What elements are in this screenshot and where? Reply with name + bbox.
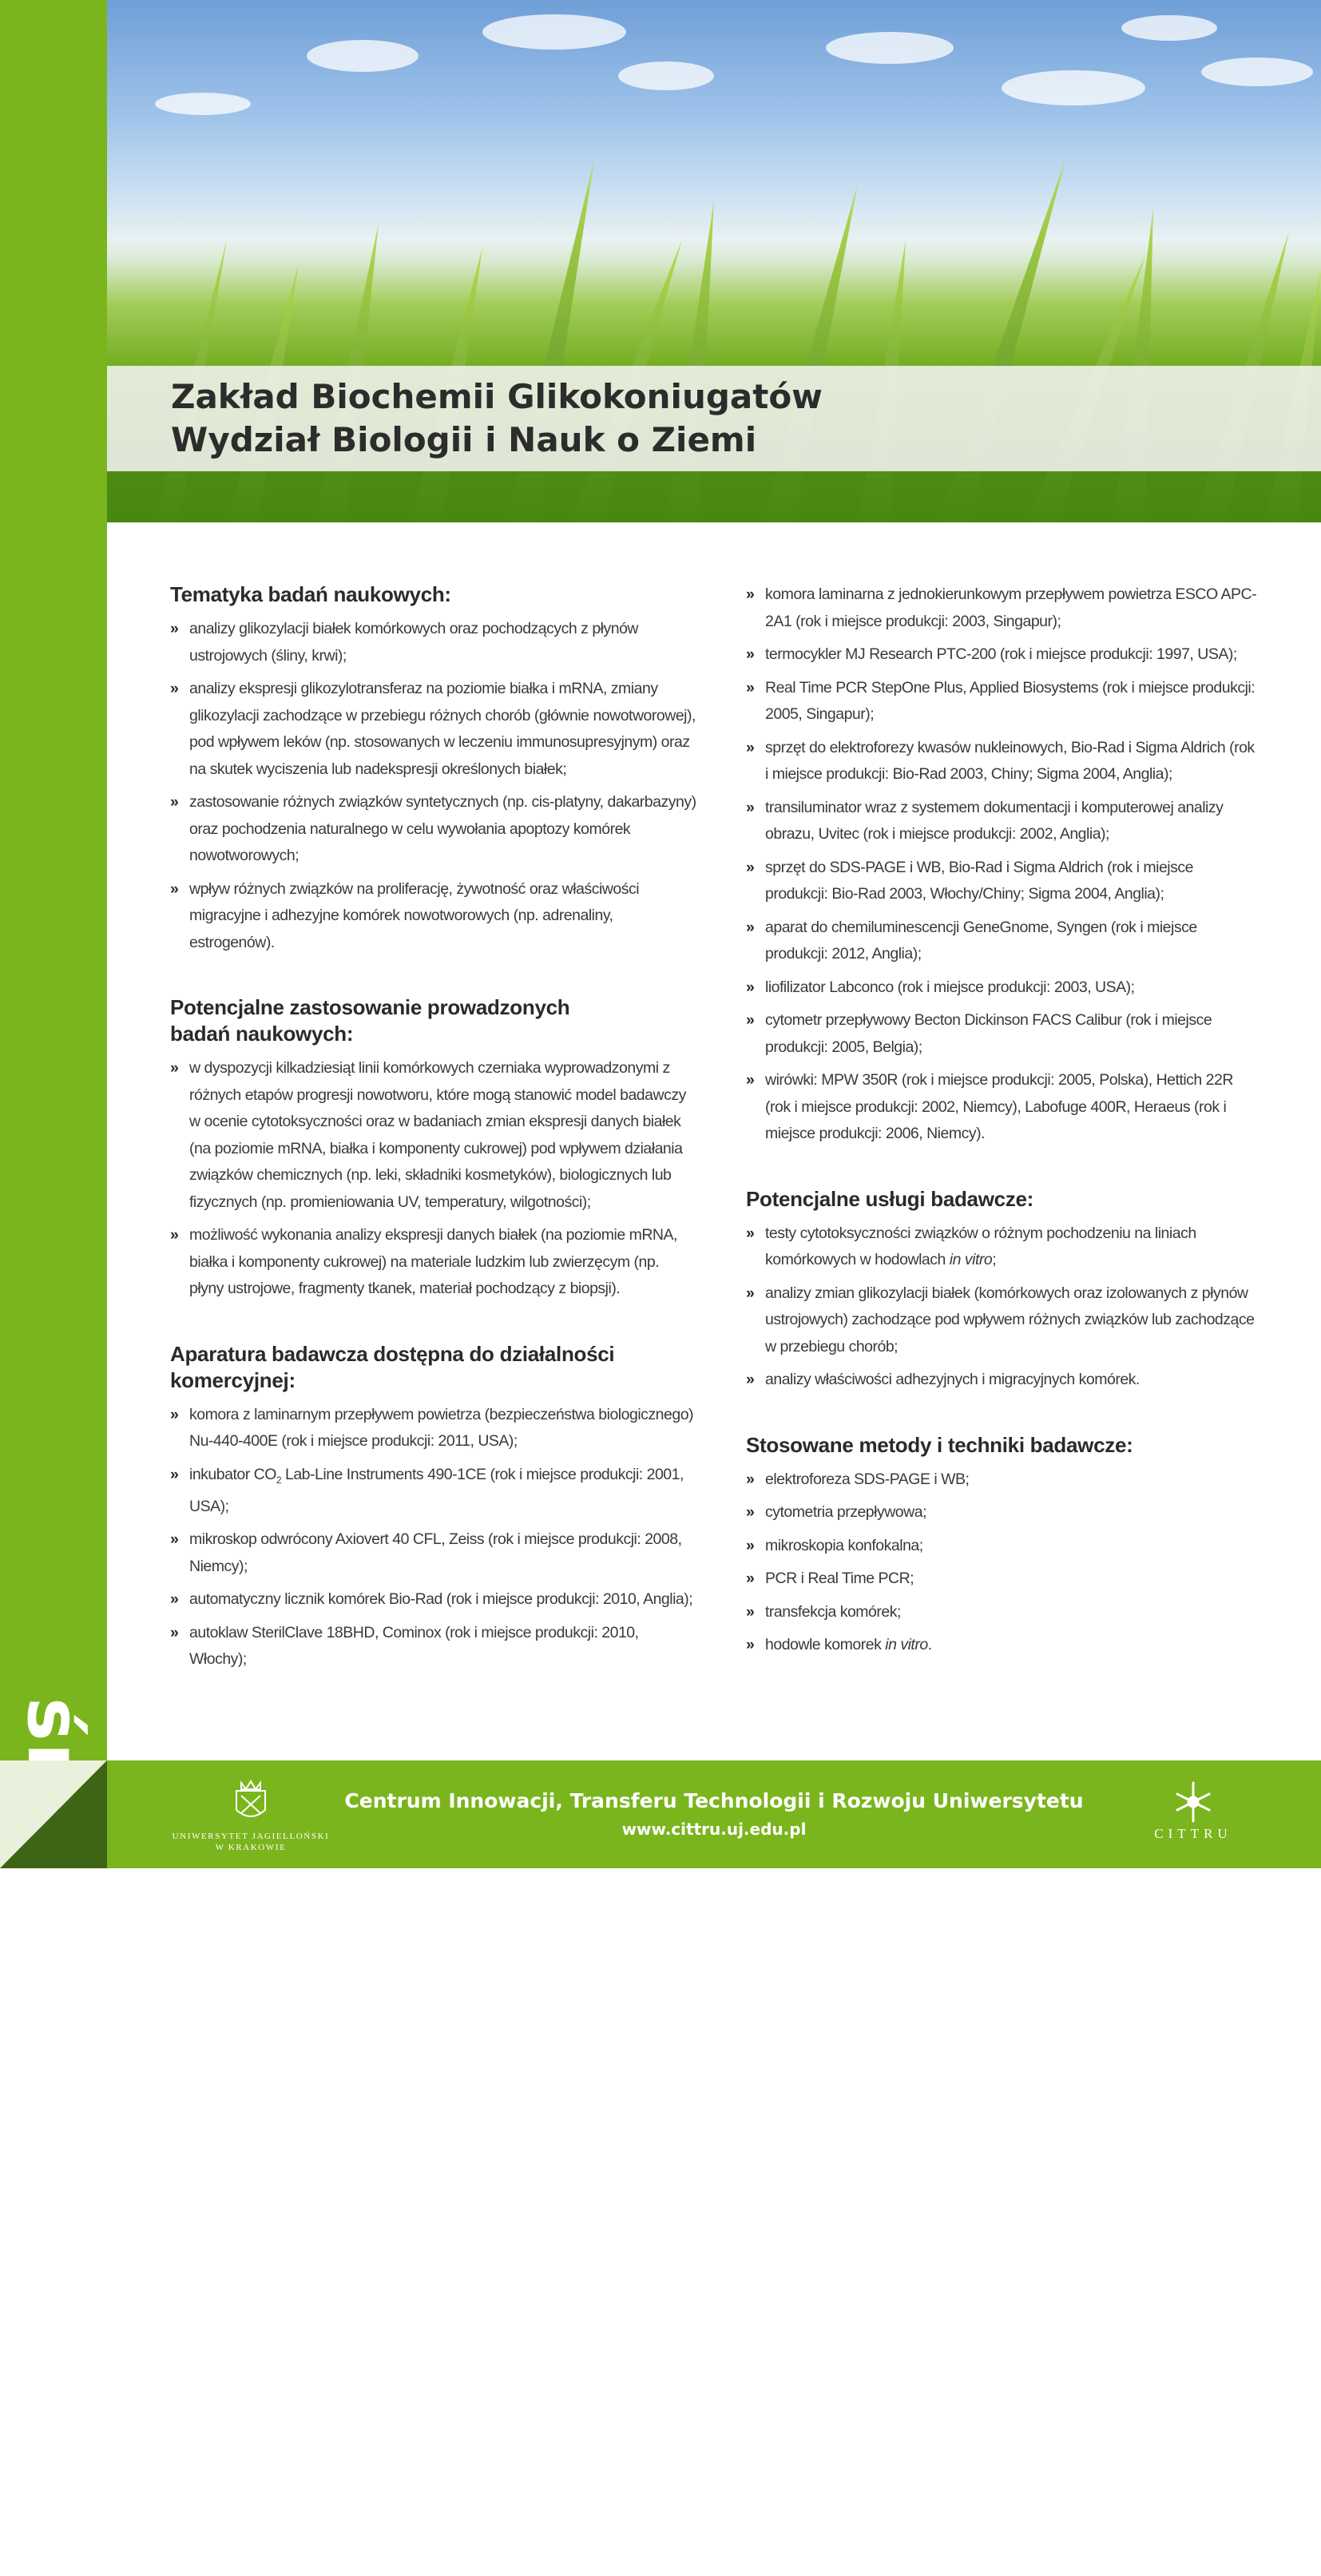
list-item: » komora z laminarnym przepływem powietrza (bezpieczeństwa biologicznego) Nu-440-400E (rok i miejsce produkcji: 2011, USA); (170, 1402, 697, 1455)
list-item: » mikroskop odwrócony Axiovert 40 CFL, Zeiss (rok i miejsce produkcji: 2008, Niemcy); (170, 1526, 697, 1580)
bullet-list (746, 1221, 1257, 1394)
list-item: » autoklaw SterilClave 18BHD, Cominox (rok i miejsce produkcji: 2010, Włochy); (170, 1620, 697, 1673)
uj-logo (171, 1772, 331, 1860)
list-item: » zastosowanie różnych związków syntetycznych (np. cis-platyny, dakarbazyny) oraz pochodzenia naturalnego w celu wywołania apoptozy komórek nowotworowych; (170, 789, 697, 870)
bullet-list (746, 581, 1257, 1148)
bullet-list (170, 1055, 697, 1303)
item-italic: in vitro (885, 1636, 928, 1653)
star-icon (1137, 1776, 1249, 1824)
right-column (746, 581, 1257, 1697)
list-item: » Real Time PCR StepOne Plus, Applied Biosystems (rok i miejsce produkcji: 2005, Singapur); (746, 675, 1257, 728)
list-item: » wirówki: MPW 350R (rok i miejsce produkcji: 2005, Polska), Hettich 22R (rok i miejsce produkcji: 2002, Niemcy), Labofuge 400R, Heraeus (rok i miejsce produkcji: 2006, Niemcy). (746, 1067, 1257, 1148)
sidebar-corner-triangle (0, 1760, 107, 1868)
footer (107, 1760, 1321, 1868)
item-text: inkubator CO (189, 1465, 276, 1483)
section-title: Aparatura badawcza dostępna do działalności komercyjnej: (170, 1341, 615, 1392)
uj-logo-line2: W KRAKOWIE (215, 1843, 287, 1852)
footer-title: Centrum Innowacji, Transferu Technologii i Rozwoju Uniwersytetu (344, 1789, 1084, 1812)
section-metody (746, 1432, 1257, 1659)
item-text: Lab-Line Instruments 490-1CE (rok i miejsce produkcji: 2001, USA); (189, 1465, 684, 1515)
list-item: » cytometria przepływowa; (746, 1499, 1257, 1526)
sidebar-label: środowisko (11, 1697, 97, 2181)
list-item: » mikroskopia konfokalna; (746, 1533, 1257, 1560)
subscript: 2 (276, 1474, 282, 1486)
list-item (746, 1632, 1257, 1659)
section-title: Stosowane metody i techniki badawcze: (746, 1432, 1133, 1457)
list-item: » w dyspozycji kilkadziesiąt linii komórkowych czerniaka wyprowadzonymi z różnych etapów progresji nowotworu, które mogą stanowić model badawczy w ocenie cytotoksyczności oraz w badaniach zmian ekspresji danych białek (na poziomie mRNA, białka i komponenty cukrowej) pod wpływem działania związków chemicznych (np. leki, składniki kosmetyków), biologicznych lub fizycznych (np. promieniowania UV, temperatury, wilgotności); (170, 1055, 697, 1216)
bullet-list (170, 1402, 697, 1673)
list-item: » PCR i Real Time PCR; (746, 1566, 1257, 1593)
list-item (170, 1462, 697, 1521)
list-item: » wpływ różnych związków na proliferację, żywotność oraz właściwości migracyjne i adhezyjne komórek nowotworowych (np. adrenaliny, estrogenów). (170, 876, 697, 957)
list-item: » automatyczny licznik komórek Bio-Rad (rok i miejsce produkcji: 2010, Anglia); (170, 1586, 697, 1613)
list-item: » cytometr przepływowy Becton Dickinson FACS Calibur (rok i miejsce produkcji: 2005, Belgia); (746, 1007, 1257, 1061)
section-title: Tematyka badań naukowych: (170, 582, 451, 606)
cittru-logo (1137, 1776, 1249, 1856)
footer-url[interactable]: www.cittru.uj.edu.pl (621, 1820, 807, 1839)
title-band (107, 366, 1321, 471)
list-item: » sprzęt do elektroforezy kwasów nukleinowych, Bio-Rad i Sigma Aldrich (rok i miejsce produkcji: Bio-Rad 2003, Chiny; Sigma 2004, Anglia); (746, 735, 1257, 788)
item-text: . (927, 1636, 932, 1653)
list-item: » transiluminator wraz z systemem dokumentacji i komputerowej analizy obrazu, Uvitec (rok i miejsce produkcji: 2002, Anglia); (746, 795, 1257, 848)
item-italic: in vitro (949, 1251, 993, 1268)
item-text: hodowle komorek (765, 1636, 886, 1653)
list-item: » analizy glikozylacji białek komórkowych oraz pochodzących z płynów ustrojowych (śliny, krwi); (170, 616, 697, 669)
list-item: » komora laminarna z jednokierunkowym przepływem powietrza ESCO APC-2A1 (rok i miejsce produkcji: 2003, Singapur); (746, 581, 1257, 635)
sidebar (0, 0, 107, 2181)
list-item (746, 1221, 1257, 1274)
cittru-logo-text: CITTRU (1154, 1826, 1232, 1841)
section-tematyka (170, 581, 697, 956)
list-item: » elektroforeza SDS-PAGE i WB; (746, 1467, 1257, 1494)
page-title: Zakład Biochemii Glikokoniugatów (171, 377, 823, 416)
page-subtitle: Wydział Biologii i Nauk o Ziemi (171, 420, 757, 459)
list-item: » aparat do chemiluminescencji GeneGnome, Syngen (rok i miejsce produkcji: 2012, Anglia); (746, 915, 1257, 968)
section-title: Potencjalne zastosowanie prowadzonych badań naukowych: (170, 995, 570, 1046)
list-item: » możliwość wykonania analizy ekspresji danych białek (na poziomie mRNA, białka i komponenty cukrowej) na materiale ludzkim lub zwierzęcym (np. płyny ustrojowe, fragmenty tkanek, materiał pochodzący z biopsji). (170, 1222, 697, 1303)
bullet-list (746, 1467, 1257, 1659)
section-potencjalne-zastosowanie (170, 994, 697, 1303)
section-aparatura-continued (746, 581, 1257, 1148)
section-aparatura (170, 1341, 697, 1673)
list-item: » liofilizator Labconco (rok i miejsce produkcji: 2003, USA); (746, 974, 1257, 1002)
list-item: » sprzęt do SDS-PAGE i WB, Bio-Rad i Sigma Aldrich (rok i miejsce produkcji: Bio-Rad 2003, Włochy/Chiny; Sigma 2004, Anglia); (746, 855, 1257, 908)
list-item: » termocykler MJ Research PTC-200 (rok i miejsce produkcji: 1997, USA); (746, 641, 1257, 669)
list-item: » transfekcja komórek; (746, 1599, 1257, 1626)
list-item: » analizy zmian glikozylacji białek (komórkowych oraz izolowanych z płynów ustrojowych) zachodzące pod wpływem różnych związków lub zachodzące w przebiegu chorób; (746, 1280, 1257, 1361)
section-title: Potencjalne usługi badawcze: (746, 1186, 1034, 1211)
list-item: » analizy ekspresji glikozylotransferaz na poziomie białka i mRNA, zmiany glikozylacji zachodzące w przebiegu różnych chorób (głównie nowotworowej), pod wpływem leków (np. stosowanych w leczeniu immunosupresyjnym) oraz na skutek wyciszenia lub nadekspresji określonych białek; (170, 676, 697, 783)
section-uslugi (746, 1186, 1257, 1394)
left-column (170, 581, 697, 1712)
item-text: ; (992, 1251, 997, 1268)
list-item: » analizy właściwości adhezyjnych i migracyjnych komórek. (746, 1367, 1257, 1394)
bullet-list (170, 616, 697, 956)
item-text: testy cytotoksyczności związków o różnym pochodzeniu na liniach komórkowych w hodowlach (765, 1224, 1196, 1268)
uj-logo-line1: UNIWERSYTET JAGIELLOŃSKI (172, 1832, 330, 1841)
